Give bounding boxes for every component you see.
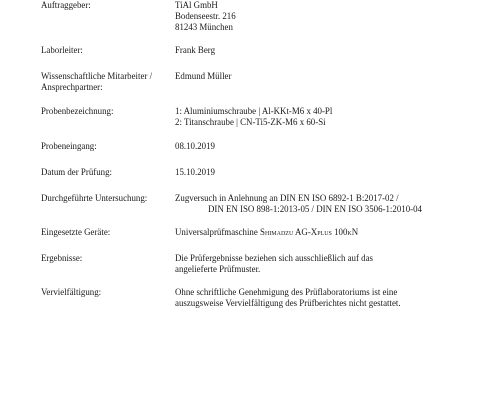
results-value [175,253,475,275]
tests-label: Durchgeführte Untersuchung: [41,193,148,203]
client-address [175,0,475,33]
lab-head-label: Laborleiter: [41,45,83,55]
results-line2: angelieferte Prüfmuster. [175,264,261,274]
client-label: Auftraggeber: [41,0,91,10]
client-street: Bodenseestr. 216 [175,11,236,21]
reproduction-label: Vervielfältigung: [41,287,102,297]
equipment-prefix: Universalprüfmaschine [175,227,261,237]
staff-value: Edmund Müller [175,71,232,81]
samples-list [175,106,475,128]
client-city: 81243 München [175,22,233,32]
staff-label-line2: Ansprechpartner: [41,82,103,92]
reproduction-line1: Ohne schriftliche Genehmigung des Prüflaboratoriums ist eine [175,287,398,297]
equipment-machine: Shimadzu AG-Xplus 100kN [260,227,359,237]
staff-label [41,71,166,93]
tests-value [175,193,475,215]
test-date-label: Datum der Prüfung: [41,167,112,177]
client-name: TiAl GmbH [175,0,218,10]
staff-label-line1: Wissenschaftliche Mitarbeiter / [41,71,153,81]
equipment-label: Eingesetzte Geräte: [41,227,111,237]
results-label: Ergebnisse: [41,253,83,263]
sample-2: 2: Titanschraube | CN-Ti5-ZK-M6 x 60-Si [175,117,326,127]
lab-head-value: Frank Berg [175,45,216,55]
receipt-date: 08.10.2019 [175,141,215,151]
receipt-label: Probeneingang: [41,141,97,151]
sample-1: 1: Aluminiumschraube | Al-KKt-M6 x 40-Pl [175,106,333,116]
reproduction-value [175,287,475,309]
tests-line1: Zugversuch in Anlehnung an DIN EN ISO 6892-1 B:2017-02 / [175,193,399,203]
results-line1: Die Prüfergebnisse beziehen sich ausschließlich auf das [175,253,373,263]
samples-label: Probenbezeichnung: [41,106,114,116]
test-date-value: 15.10.2019 [175,167,215,177]
equipment-value [175,227,475,238]
tests-line2: DIN EN ISO 898-1:2013-05 / DIN EN ISO 3506-1:2010-04 [208,204,422,214]
reproduction-line2: auszugsweise Vervielfältigung des Prüfberichtes nicht gestattet. [175,298,401,308]
